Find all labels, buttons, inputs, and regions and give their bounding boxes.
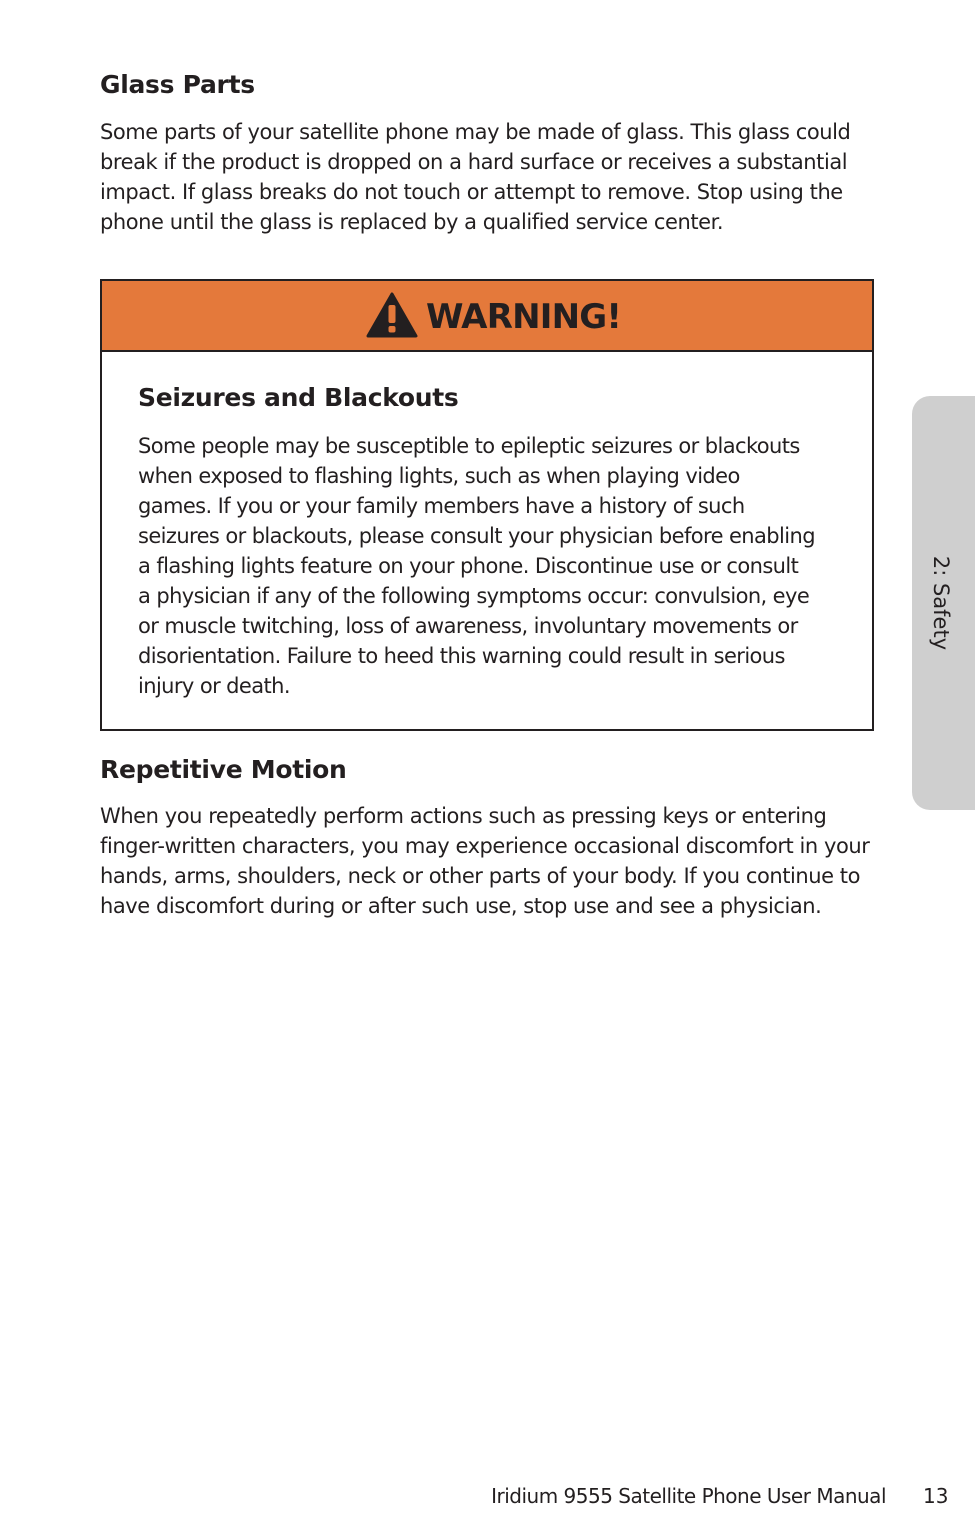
repetitive-motion-paragraph bbox=[100, 801, 890, 921]
paragraph-line: injury or death. bbox=[138, 674, 290, 698]
warning-title: WARNING! bbox=[426, 297, 622, 337]
paragraph-line: break if the product is dropped on a hard surface or receives a substantial bbox=[100, 150, 848, 174]
paragraph-line: impact. If glass breaks do not touch or attempt to remove. Stop using the bbox=[100, 180, 843, 204]
paragraph-line: disorientation. Failure to heed this warning could result in serious bbox=[138, 644, 785, 668]
paragraph-line: games. If you or your family members have a history of such bbox=[138, 494, 745, 518]
paragraph-line: Some people may be susceptible to epileptic seizures or blackouts bbox=[138, 434, 800, 458]
paragraph-line: have discomfort during or after such use, stop use and see a physician. bbox=[100, 894, 822, 918]
glass-parts-heading: Glass Parts bbox=[100, 70, 255, 99]
paragraph-line: finger-written characters, you may experience occasional discomfort in your bbox=[100, 834, 870, 858]
paragraph-line: Some parts of your satellite phone may be made of glass. This glass could bbox=[100, 120, 851, 144]
seizures-heading: Seizures and Blackouts bbox=[138, 383, 459, 412]
paragraph-line: or muscle twitching, loss of awareness, involuntary movements or bbox=[138, 614, 798, 638]
paragraph-line: a flashing lights feature on your phone. Discontinue use or consult bbox=[138, 554, 799, 578]
paragraph-line: a physician if any of the following symptoms occur: convulsion, eye bbox=[138, 584, 810, 608]
footer-page-number: 13 bbox=[923, 1484, 949, 1508]
warning-triangle-icon bbox=[366, 292, 418, 338]
repetitive-motion-heading: Repetitive Motion bbox=[100, 755, 347, 784]
paragraph-line: seizures or blackouts, please consult your physician before enabling bbox=[138, 524, 815, 548]
seizures-paragraph bbox=[138, 431, 858, 701]
chapter-side-tab-label: 2: Safety bbox=[929, 555, 953, 651]
glass-parts-paragraph bbox=[100, 117, 890, 237]
paragraph-line: When you repeatedly perform actions such as pressing keys or entering bbox=[100, 804, 827, 828]
footer-manual-title: Iridium 9555 Satellite Phone User Manual bbox=[491, 1484, 886, 1508]
warning-banner bbox=[102, 281, 872, 352]
paragraph-line: phone until the glass is replaced by a qualified service center. bbox=[100, 210, 724, 234]
warning-box bbox=[100, 279, 874, 731]
paragraph-line: when exposed to flashing lights, such as when playing video bbox=[138, 464, 740, 488]
paragraph-line: hands, arms, shoulders, neck or other parts of your body. If you continue to bbox=[100, 864, 860, 888]
